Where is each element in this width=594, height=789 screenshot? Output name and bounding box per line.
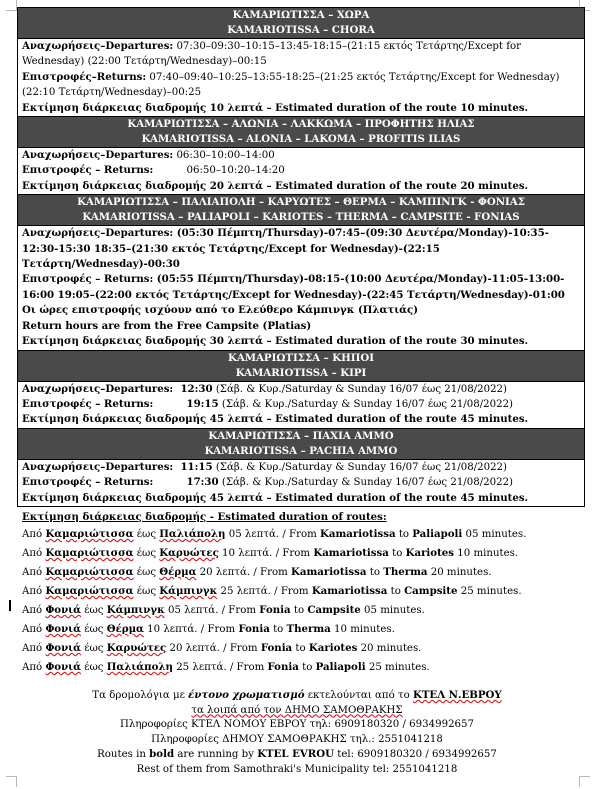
route-duration: Εκτίμηση διάρκειας διαδρομής 30 λεπτά – Estimated duration of the route 30 minutes. xyxy=(22,335,529,348)
route-header xyxy=(18,117,584,148)
duration-minutes-en: 20 minutes. xyxy=(360,643,422,654)
route-title-gr: ΚΑΜΑΡΙΩΤΙΣΣΑ – ΠΑΧΙΑ ΑΜΜΟ xyxy=(208,429,394,442)
duration-from-en: Fonia xyxy=(238,623,270,635)
departures-times: (05:30 Πέμπτη/Thursday)-07:45–(09:30 Δευτέρα/Monday)-10:35-12:30-15:30 18:35–(21:30 εκτός Τετάρτης/Except for Wednesday)-(22:15 Τετάρτη/Wednesday)-00:30 xyxy=(22,227,549,271)
footer-bold-text: έντονο χρωματισμό xyxy=(188,689,305,701)
route-body xyxy=(18,460,584,506)
duration-from-en: Kamariotissa xyxy=(290,566,367,578)
duration-to-en: Kariotes xyxy=(308,642,358,654)
route-title-en: KAMARIOTISSA – PACHIA AMMO xyxy=(204,444,398,457)
route-note-en: Return hours are from the Free Campsite (Platias) xyxy=(22,319,312,332)
duration-to-word: έως xyxy=(84,662,104,673)
duration-to-en: Kariotes xyxy=(405,547,455,559)
route-body xyxy=(18,39,584,117)
returns-label: Επιστροφές – Returns: xyxy=(22,476,154,489)
duration-from-en: Kamariotissa xyxy=(311,585,388,597)
route-title-en: KAMARIOTISSA – PALIAPOLI – KARIOTES – THERMA – CAMPSITE - FONIAS xyxy=(82,211,520,224)
duration-to-en: Therma xyxy=(286,623,331,635)
departures-label: Αναχωρήσεις–Departures: xyxy=(22,460,174,473)
returns-label: Επιστροφές–Returns: xyxy=(22,70,147,83)
duration-row xyxy=(22,544,582,563)
duration-minutes-en: 05 minutes. xyxy=(465,529,527,540)
route-header xyxy=(18,429,584,460)
route-duration: Εκτίμηση διάρκειας διαδρομής 10 λεπτά – Estimated duration of the route 10 minutes. xyxy=(22,101,529,114)
page-corner-mark xyxy=(6,776,17,787)
route-title-gr: ΚΑΜΑΡΙΩΤΙΣΣΑ – ΧΩΡΑ xyxy=(232,9,370,21)
duration-from-word-en: From xyxy=(289,529,317,540)
duration-to-word-en: to xyxy=(398,529,410,540)
duration-from-gr: Καμαριώτισσα xyxy=(45,547,134,559)
route-title-en: KAMARIOTISSA – ALONIA – LAKOMA – PROFITIS ILIAS xyxy=(141,133,461,146)
footer-text: are running by xyxy=(177,749,254,761)
duration-from-word: Από xyxy=(22,662,43,673)
duration-from-gr: Φονιά xyxy=(45,604,81,616)
duration-to-gr: Κάμπινγκ xyxy=(106,604,165,616)
duration-minutes-gr: 25 λεπτά. xyxy=(176,662,227,673)
departures-label: Αναχωρήσεις–Departures: xyxy=(22,227,174,240)
duration-to-word-en: to xyxy=(369,567,380,578)
returns-label: Επιστροφές – Returns: xyxy=(22,273,154,286)
returns-line xyxy=(22,70,580,101)
duration-from-word: Από xyxy=(22,548,43,559)
route-title-gr: ΚΑΜΑΡΙΩΤΙΣΣΑ – ΠΑΛΙΑΠΟΛΗ – ΚΑΡΥΩΤΕΣ – ΘΕΡΜΑ – ΚΑΜΠΙΝΓΚ - ΦΟΝΙΑΣ xyxy=(77,196,525,209)
duration-to-en: Therma xyxy=(383,566,428,578)
duration-minutes-gr: 05 λεπτά. xyxy=(167,605,219,616)
duration-to-word: έως xyxy=(136,586,157,597)
footer-line-4: Πληροφορίες ΔΗΜΟΥ ΣΑΜΟΘΡΑΚΗΣ τηλ.: 2551041218 xyxy=(151,733,443,745)
duration-row xyxy=(22,658,582,677)
duration-from-en: Fonia xyxy=(259,604,291,616)
footer-text: εκτελούνται από το xyxy=(307,690,410,701)
departures-time: 11:15 xyxy=(180,460,213,473)
duration-from-word: Από xyxy=(22,567,43,578)
separator: / xyxy=(282,529,286,540)
footer-ktel-name: KTEL EVROU xyxy=(257,748,335,761)
returns-line xyxy=(22,272,580,303)
returns-note: (Σάβ. & Κυρ./Saturday & Sunday 16/07 έως 21/08/2022) xyxy=(221,477,514,489)
route-note-gr: Οι ώρες επιστροφής ισχύουν από το Ελεύθερο Κάμπινγκ (Πλατιάς) xyxy=(22,304,419,317)
separator: / xyxy=(253,567,257,578)
duration-from-word-en: From xyxy=(280,586,309,597)
route-title-en: KAMARIOTISSA – CHORA xyxy=(227,24,375,36)
footer xyxy=(0,688,594,778)
duration-from-word-en: From xyxy=(236,662,265,673)
duration-to-en: Paliapoli xyxy=(315,661,366,673)
duration-minutes-gr: 20 λεπτά. xyxy=(199,567,251,578)
separator: / xyxy=(200,624,205,635)
returns-label: Επιστροφές – Returns: xyxy=(22,397,154,410)
page-corner-mark xyxy=(6,0,17,11)
returns-time: 17:30 xyxy=(186,476,219,489)
duration-row xyxy=(22,563,582,582)
duration-from-word: Από xyxy=(22,624,43,635)
duration-from-word-en: From xyxy=(229,643,258,654)
duration-from-gr: Φονιά xyxy=(45,623,81,635)
separator: / xyxy=(229,662,234,673)
duration-to-word: έως xyxy=(136,567,157,578)
departures-note: (Σάβ. & Κυρ./Saturday & Sunday 16/07 έως 21/08/2022) xyxy=(215,383,508,395)
route-title-gr: ΚΑΜΑΡΙΩΤΙΣΣΑ – ΚΗΠΟΙ xyxy=(227,351,375,364)
route-header xyxy=(18,195,584,226)
departures-note: (Σάβ. & Κυρ./Saturday & Sunday 16/07 έως 21/08/2022) xyxy=(215,461,508,473)
duration-to-word-en: to xyxy=(295,643,306,654)
route-title-gr: ΚΑΜΑΡΙΩΤΙΣΣΑ – ΑΛΩΝΙΑ – ΛΑΚΚΩΜΑ – ΠΡΟΦΗΤΗΣ ΗΛΙΑΣ xyxy=(127,118,475,131)
duration-to-gr: Θέρμα xyxy=(106,623,144,635)
departures-line xyxy=(22,382,580,397)
footer-line-6: Rest of them from Samothraki's Municipality tel: 2551041218 xyxy=(136,763,458,775)
departures-times: 06:30–10:00–14:00 xyxy=(176,150,275,162)
departures-line xyxy=(22,460,580,475)
duration-minutes-gr: 10 λεπτά. xyxy=(147,624,198,635)
duration-to-word-en: to xyxy=(302,662,313,673)
duration-to-gr: Κάμπινγκ xyxy=(159,585,218,597)
duration-from-word: Από xyxy=(22,605,43,616)
duration-minutes-en: 25 minutes. xyxy=(368,662,430,673)
footer-bold-text: bold xyxy=(149,748,175,761)
duration-row xyxy=(22,525,582,544)
departures-label: Αναχωρήσεις–Departures: xyxy=(22,40,174,52)
separator: / xyxy=(221,605,226,616)
duration-to-gr: Παλιάπολη xyxy=(106,661,173,673)
footer-ktel-name: ΚΤΕΛ Ν.ΕΒΡΟΥ xyxy=(413,689,502,701)
returns-line xyxy=(22,397,580,412)
duration-to-word-en: to xyxy=(392,548,403,559)
schedule-table xyxy=(17,7,585,507)
duration-from-en: Kamariotissa xyxy=(320,528,396,540)
duration-from-word: Από xyxy=(22,529,43,540)
duration-from-en: Fonia xyxy=(260,642,293,654)
departures-line xyxy=(22,226,580,272)
duration-minutes-gr: 20 λεπτά. xyxy=(169,643,220,654)
duration-minutes-gr: 05 λεπτά. xyxy=(228,529,280,540)
duration-from-gr: Καμαριώτισσα xyxy=(45,585,134,597)
route-header xyxy=(18,8,584,39)
route-duration: Εκτίμηση διάρκειας διαδρομής 20 λεπτά – Estimated duration of the route 20 minutes. xyxy=(22,179,529,192)
duration-from-gr: Φονιά xyxy=(45,661,81,673)
duration-from-word-en: From xyxy=(260,567,288,578)
page-corner-mark xyxy=(579,776,590,787)
footer-line-5 xyxy=(0,747,594,763)
duration-from-word: Από xyxy=(22,586,43,597)
duration-from-gr: Καμαριώτισσα xyxy=(45,528,134,540)
duration-from-word-en: From xyxy=(207,624,236,635)
separator: / xyxy=(223,643,227,654)
duration-minutes-en: 05 minutes. xyxy=(364,605,425,616)
duration-minutes-gr: 10 λεπτά. xyxy=(222,548,273,559)
returns-time: 19:15 xyxy=(186,397,219,410)
duration-to-word-en: to xyxy=(390,586,401,597)
returns-times: 06:50–10:20–14:20 xyxy=(186,165,285,177)
route-body xyxy=(18,226,584,350)
duration-to-word-en: to xyxy=(273,624,284,635)
duration-to-word: έως xyxy=(84,605,104,616)
durations-section xyxy=(22,510,582,677)
durations-list xyxy=(22,525,582,677)
footer-line-2: τα λοιπά από τον ΔΗΜΟ ΣΑΜΟΘΡΑΚΗΣ xyxy=(191,704,403,716)
route-body xyxy=(18,382,584,429)
duration-minutes-en: 10 minutes. xyxy=(334,624,395,635)
text-cursor-marker xyxy=(9,600,11,611)
departures-time: 12:30 xyxy=(180,382,213,395)
returns-label: Επιστροφές – Returns: xyxy=(22,164,154,177)
footer-text: Routes in xyxy=(97,749,146,761)
footer-text: Τα δρομολόγια με xyxy=(92,690,185,701)
duration-from-en: Fonia xyxy=(267,661,299,673)
footer-text: tel: 6909180320 / 6934992657 xyxy=(337,749,497,761)
durations-title: Εκτίμηση διάρκειας διαδρομής - Estimated duration of routes: xyxy=(22,511,387,523)
duration-to-word: έως xyxy=(84,624,104,635)
duration-to-gr: Καρυώτες xyxy=(106,642,167,654)
duration-to-gr: Παλιάπολη xyxy=(159,528,226,540)
returns-times: 07:40–09:40–10:25–13:55-18:25–(21:25 εκτός Τετάρτης/Except for Wednesday) (22:10 Τετάρτη/Wednesday)–00:25 xyxy=(22,71,560,99)
duration-to-gr: Καρυώτες xyxy=(159,547,219,559)
duration-from-word-en: From xyxy=(228,605,257,616)
departures-line xyxy=(22,148,580,163)
departures-label: Αναχωρήσεις–Departures: xyxy=(22,149,174,162)
route-duration: Εκτίμηση διάρκειας διαδρομής 45 λεπτά – Estimated duration of the route 45 minutes. xyxy=(22,413,529,426)
departures-times: 07:30–09:30–10:15–13:45-18:15–(21:15 εκτός Τετάρτης/Except for Wednesday) (22:00 Τετάρτη/Wednesday)–00:15 xyxy=(22,41,521,68)
footer-line-3: Πληροφορίες ΚΤΕΛ ΝΟΜΟΥ ΕΒΡΟΥ τηλ: 6909180320 / 6934992657 xyxy=(120,719,474,731)
duration-minutes-en: 10 minutes. xyxy=(457,548,519,559)
returns-line xyxy=(22,475,580,490)
route-body xyxy=(18,148,584,195)
duration-row xyxy=(22,620,582,639)
returns-line xyxy=(22,163,580,178)
route-duration: Εκτίμηση διάρκειας διαδρομής 45 λεπτά – Estimated duration of the route 45 minutes. xyxy=(22,491,529,504)
duration-minutes-en: 25 minutes. xyxy=(460,586,522,597)
duration-row xyxy=(22,601,582,620)
departures-label: Αναχωρήσεις–Departures: xyxy=(22,382,174,395)
duration-from-gr: Φονιά xyxy=(45,642,81,654)
returns-times: (05:55 Πέμπτη/Thursday)-08:15-(10:00 Δευτέρα/Monday)-11:05-13:00-16:00 19:05–(22:00 εκτός Τετάρτης/Except for Wednesday)-(22:45 Τετάρτη/Wednesday)-01:00 xyxy=(22,273,565,301)
duration-minutes-en: 20 minutes. xyxy=(430,567,492,578)
duration-to-en: Paliapoli xyxy=(412,528,463,540)
duration-row xyxy=(22,582,582,601)
duration-to-word: έως xyxy=(136,548,157,559)
duration-row xyxy=(22,639,582,658)
duration-to-en: Campsite xyxy=(404,585,458,597)
duration-to-word: έως xyxy=(136,529,157,540)
duration-to-word-en: to xyxy=(293,605,305,616)
returns-note: (Σάβ. & Κυρ./Saturday & Sunday 16/07 έως 21/08/2022) xyxy=(221,398,514,410)
separator: / xyxy=(274,586,278,597)
duration-to-word: έως xyxy=(84,643,104,654)
route-header xyxy=(18,351,584,382)
footer-line-1 xyxy=(0,688,594,704)
route-title-en: KAMARIOTISSA – KIPI xyxy=(235,366,367,379)
duration-from-word-en: From xyxy=(282,548,311,559)
duration-from-en: Kamariotissa xyxy=(313,547,389,559)
duration-to-gr: Θέρμα xyxy=(159,566,197,578)
separator: / xyxy=(275,548,280,559)
duration-from-word: Από xyxy=(22,643,43,654)
duration-from-gr: Καμαριώτισσα xyxy=(45,566,134,578)
duration-minutes-gr: 25 λεπτά. xyxy=(220,586,271,597)
duration-to-en: Campsite xyxy=(307,604,361,616)
departures-line xyxy=(22,39,580,70)
